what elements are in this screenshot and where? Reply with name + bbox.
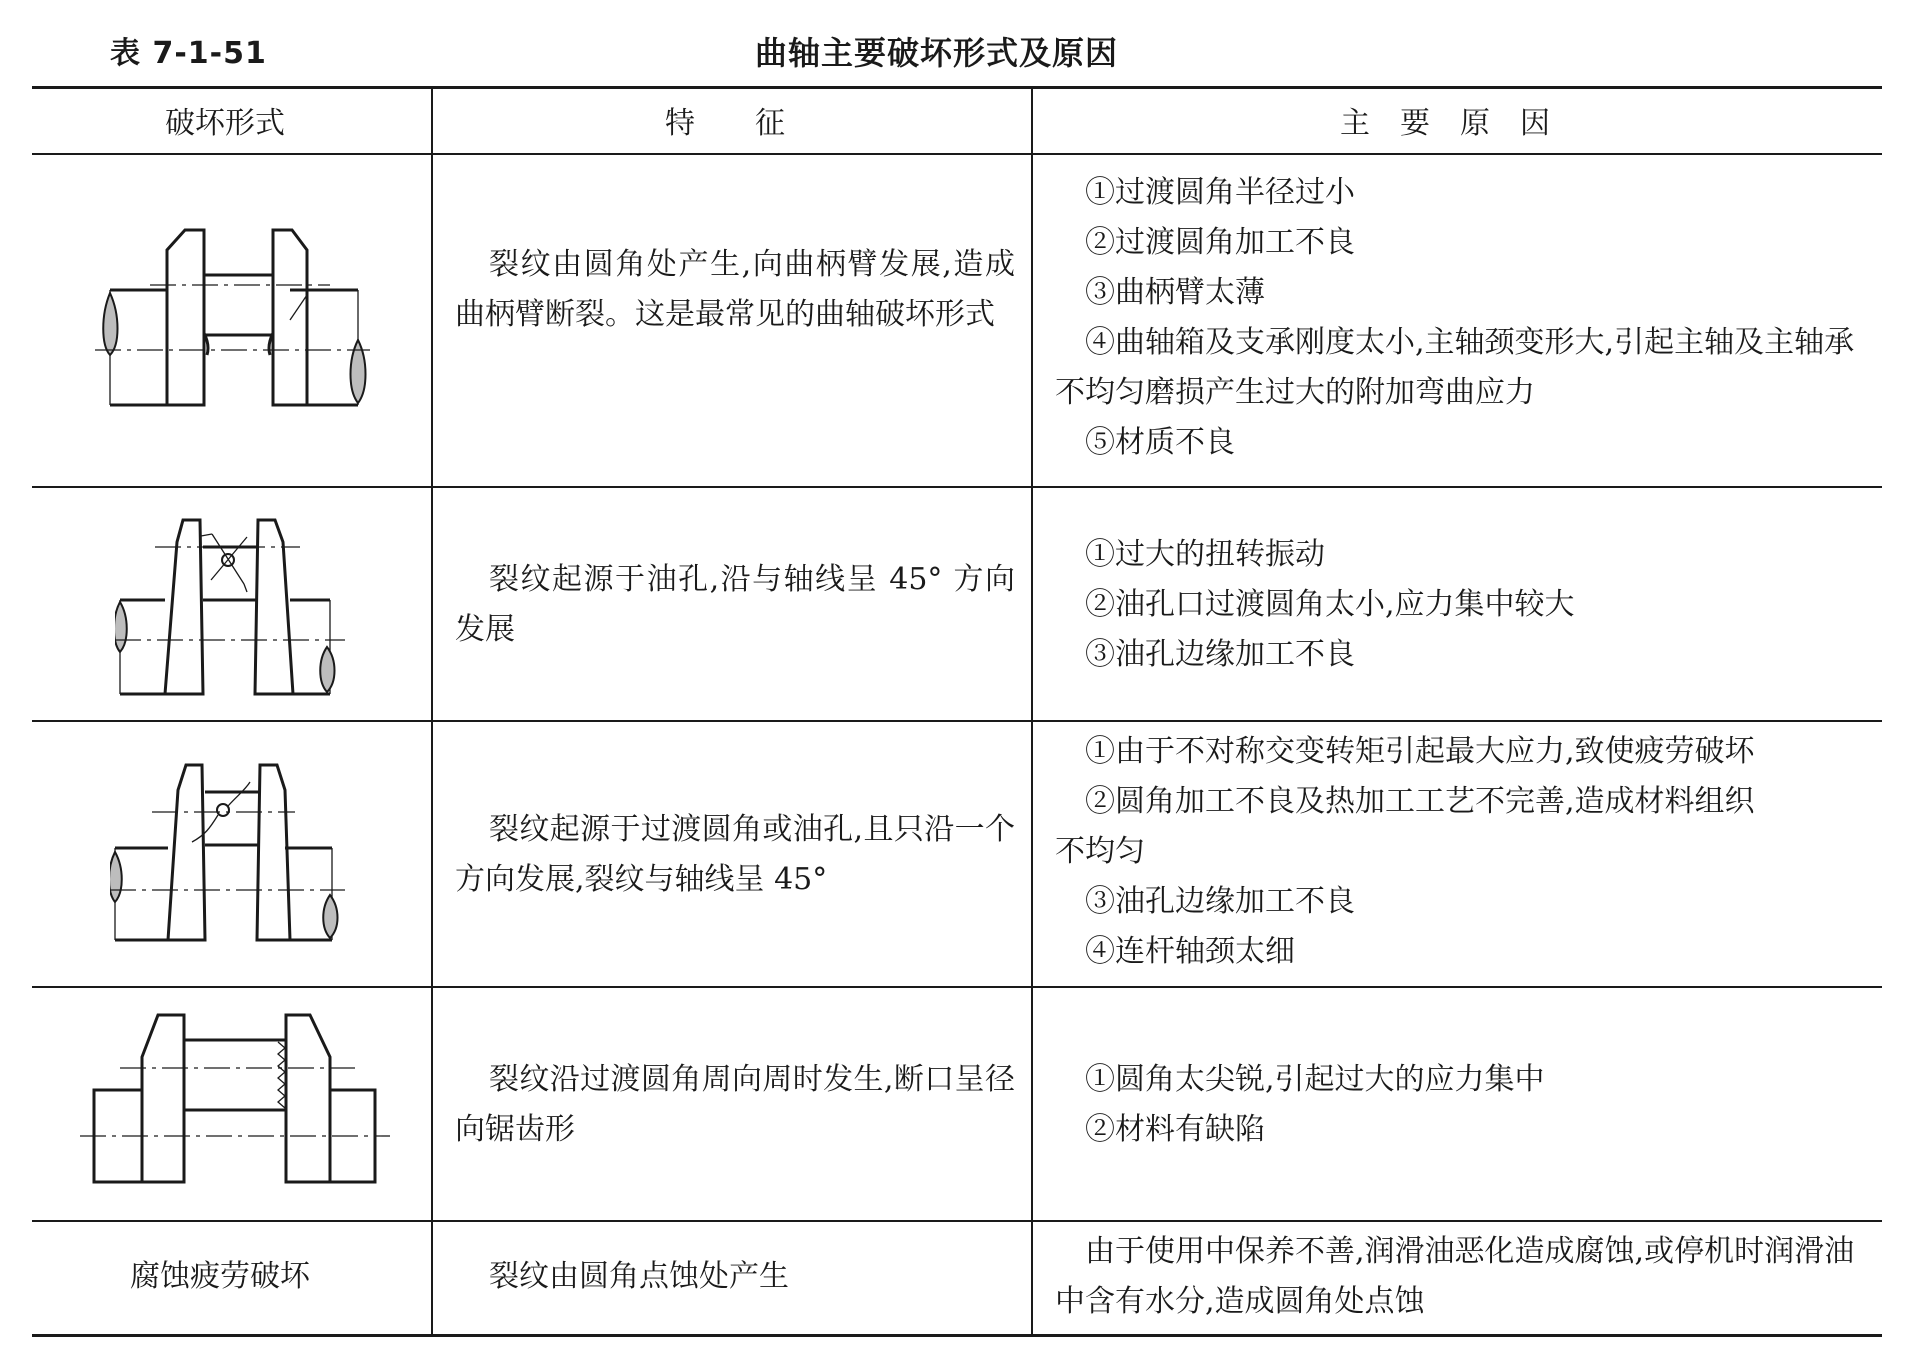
table-title: 曲轴主要破坏形式及原因 [755,34,1119,72]
reason-item: ②材料有缺陷 [1085,1112,1265,1147]
reason-paragraph: 由于使用中保养不善,润滑油恶化造成腐蚀,或停机时润滑油中含有水分,造成圆角处点蚀 [1055,1234,1855,1319]
reason-item: ①过渡圆角半径过小 [1085,175,1355,210]
reason-item: ③曲柄臂太薄 [1085,275,1265,310]
crankshaft-sawtooth-fracture-figure [80,1010,390,1200]
feature-text: 裂纹由圆角处产生,向曲柄臂发展,造成曲柄臂断裂。这是最常见的曲轴破坏形式 [455,247,1015,332]
header-feature: 特 征 [665,106,785,141]
reason-list [1055,530,1865,680]
reason-item: ③油孔边缘加工不良 [1085,884,1355,919]
row-divider [32,486,1882,488]
reason-item: ④曲轴箱及支承刚度太小,主轴颈变形大,引起主轴及主轴承不均匀磨损产生过大的附加弯曲应力 [1055,325,1855,410]
reason-item: ⑤材质不良 [1085,425,1235,460]
crankshaft-oil-hole-single-crack-figure [110,760,345,955]
reason-item: ①圆角太尖锐,引起过大的应力集中 [1085,1062,1545,1097]
reason-list [1055,1055,1865,1155]
reason-item: ③油孔边缘加工不良 [1085,637,1355,672]
reason-item: ①过大的扭转振动 [1085,537,1325,572]
crankshaft-fillet-crack-figure [95,225,370,420]
reason-list [1055,727,1865,977]
feature-text: 裂纹沿过渡圆角周向周时发生,断口呈径向锯齿形 [455,1062,1015,1147]
feature-text: 裂纹由圆角点蚀处产生 [489,1259,789,1294]
header-bottom-rule [32,153,1882,155]
reason-item: 不均匀 [1055,834,1145,869]
table-top-rule [32,86,1882,89]
row-divider [32,720,1882,722]
header-form: 破坏形式 [165,106,285,141]
table-number: 表 7-1-51 [110,36,267,71]
row-divider [32,1220,1882,1222]
form-text: 腐蚀疲劳破坏 [130,1259,310,1294]
table-bottom-rule [32,1334,1882,1337]
row-divider [32,986,1882,988]
column-divider [1031,87,1033,1335]
crankshaft-oil-hole-cross-crack-figure [115,512,345,697]
feature-text: 裂纹起源于过渡圆角或油孔,且只沿一个方向发展,裂纹与轴线呈 45° [455,812,1015,897]
reason-item: ②圆角加工不良及热加工工艺不完善,造成材料组织 [1085,784,1755,819]
reason-item: ④连杆轴颈太细 [1085,934,1295,969]
feature-text: 裂纹起源于油孔,沿与轴线呈 45° 方向发展 [455,562,1015,647]
reason-item: ①由于不对称交变转矩引起最大应力,致使疲劳破坏 [1085,734,1755,769]
column-divider [431,87,433,1335]
header-reason: 主 要 原 因 [1340,106,1550,141]
reason-list [1055,168,1865,468]
reason-item: ②过渡圆角加工不良 [1085,225,1355,260]
reason-item: ②油孔口过渡圆角太小,应力集中较大 [1085,587,1575,622]
